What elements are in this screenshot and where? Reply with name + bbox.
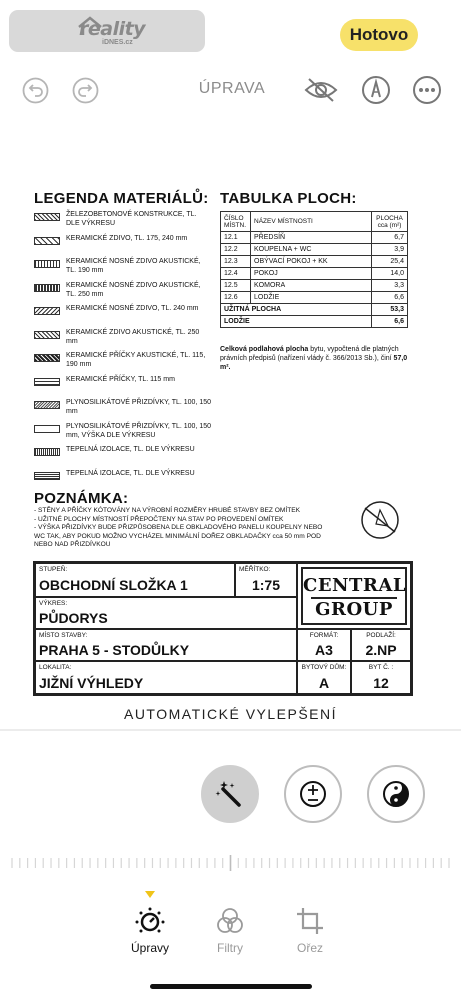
room-name: KOUPELNA + WC <box>251 244 372 256</box>
north-arrow-icon <box>360 500 400 540</box>
format-cell <box>297 629 351 661</box>
locality-value: JIŽNÍ VÝHLEDY <box>39 675 144 691</box>
magic-wand-icon <box>215 779 245 809</box>
room-name: OBÝVACÍ POKOJ + KK <box>251 256 372 268</box>
drawing-cell <box>35 597 297 629</box>
adjustment-slider[interactable] <box>10 855 451 871</box>
room-num: 12.5 <box>221 280 251 292</box>
room-area: 3,3 <box>372 280 408 292</box>
active-adjustment-label: AUTOMATICKÉ VYLEPŠENÍ <box>123 706 338 722</box>
legend-item <box>34 281 211 303</box>
room-num: 12.4 <box>221 268 251 280</box>
divider <box>0 729 461 731</box>
legend-swatch <box>34 284 60 292</box>
room-area: 6,6 <box>372 292 408 304</box>
scale-label: MĚŘÍTKO: <box>239 566 271 573</box>
stage-label: STUPEŇ: <box>39 566 68 573</box>
room-area: 3,9 <box>372 244 408 256</box>
tab-crop-label: Ořez <box>296 941 323 955</box>
undo-icon[interactable] <box>22 77 49 104</box>
usable-value: 53,3 <box>372 304 408 316</box>
redo-icon[interactable] <box>72 77 99 104</box>
drawing-value: PŮDORYS <box>39 610 108 626</box>
legend-swatch <box>34 378 60 386</box>
legend-label: KERAMICKÉ PŘÍČKY, TL. 115 mm <box>66 375 175 383</box>
legend-swatch <box>34 331 60 339</box>
adjust-dial-icon <box>135 906 165 936</box>
legend-item <box>34 469 211 491</box>
table-row <box>221 304 408 316</box>
legend-label: PLYNOSILIKÁTOVÉ PŘIZDÍVKY, TL. 100, 150 mm <box>66 399 211 415</box>
building-label: BYTOVÝ DŮM: <box>301 664 347 671</box>
loggia-label: LODŽIE <box>221 316 372 328</box>
stage-cell <box>35 563 235 597</box>
legend-swatch <box>34 448 60 456</box>
flat-cell <box>351 661 411 694</box>
legend-item <box>34 351 211 373</box>
legend-item <box>34 445 211 467</box>
note-bold: Celková podlahová plocha <box>220 346 309 353</box>
building-value: A <box>318 675 330 691</box>
building-cell <box>297 661 351 694</box>
note-item: - STĚNY A PŘÍČKY KÓTOVÁNY NA VÝROBNÍ ROZMĚRY HRUBÉ STAVBY BEZ OMÍTEK <box>34 507 301 514</box>
notes-title: POZNÁMKA: <box>34 490 129 507</box>
legend-item <box>34 328 211 350</box>
legend-swatch <box>34 260 60 268</box>
place-cell <box>35 629 297 661</box>
legend-item <box>34 398 211 420</box>
exposure-icon <box>298 779 328 809</box>
reality-logo <box>9 10 205 52</box>
place-label: MÍSTO STAVBY: <box>39 632 88 639</box>
table-row <box>221 232 408 244</box>
table-row <box>221 244 408 256</box>
floor-value: 2.NP <box>365 642 397 658</box>
legend-swatch <box>34 237 60 245</box>
table-row <box>221 268 408 280</box>
exposure-button[interactable] <box>284 765 342 823</box>
auto-enhance-button[interactable] <box>201 765 259 823</box>
done-button[interactable]: Hotovo <box>340 19 418 51</box>
room-name: POKOJ <box>251 268 372 280</box>
format-value: A3 <box>315 642 333 658</box>
note-item: - VÝŠKA PŘIZDÍVKY BUDE PŘIZPŮSOBENA DLE OBKLADOVÉHO PANELU KOUPELNY NEBO WC TAK, ABY POKUD MOŽNO VYCHÁZEL MINIMÁLNÍ DOŘEZ OBKLADAČKY cca 50 mm POD NEBO NAD PŘIZDÍVKOU <box>34 524 323 548</box>
drawing-label: VÝKRES: <box>39 600 68 607</box>
tab-crop[interactable] <box>270 906 350 955</box>
legend-swatch <box>34 472 60 480</box>
legend-title: LEGENDA MATERIÁLŮ: <box>34 190 209 207</box>
locality-label: LOKALITA: <box>39 664 72 671</box>
col-num-header: ČÍSLO MÍSTN. <box>221 212 251 232</box>
crop-icon <box>295 906 325 936</box>
table-row <box>221 292 408 304</box>
flat-value: 12 <box>373 675 389 691</box>
legend-swatch <box>34 354 60 362</box>
room-area: 6,7 <box>372 232 408 244</box>
legend-label: TEPELNÁ IZOLACE, TL. DLE VÝKRESU <box>66 469 195 477</box>
legend-swatch <box>34 213 60 221</box>
area-table-title: TABULKA PLOCH: <box>220 190 357 207</box>
format-label: FORMÁT: <box>309 632 339 639</box>
logo-subtext: iDNES.cz <box>102 39 133 46</box>
legend-item <box>34 234 211 256</box>
legend-label: KERAMICKÉ ZDIVO, TL. 175, 240 mm <box>66 234 188 242</box>
tab-adjust-label: Úpravy <box>130 941 169 955</box>
legend-label: KERAMICKÉ NOSNÉ ZDIVO, TL. 240 mm <box>66 305 199 312</box>
place-value: PRAHA 5 - STODŮLKY <box>39 642 190 658</box>
brand-line1: CENTRAL <box>303 575 406 596</box>
legend-item <box>34 375 211 397</box>
room-name: KOMORA <box>251 280 372 292</box>
room-num: 12.2 <box>221 244 251 256</box>
notes-list <box>34 507 334 550</box>
floor-cell <box>351 629 411 661</box>
usable-label: UŽITNÁ PLOCHA <box>221 304 372 316</box>
table-row <box>221 316 408 328</box>
hide-eye-icon[interactable] <box>304 77 338 103</box>
locality-cell <box>35 661 297 694</box>
scale-value: 1:75 <box>251 577 281 593</box>
active-tab-indicator-icon <box>145 891 155 899</box>
legend-swatch <box>34 425 60 433</box>
markup-pen-icon[interactable] <box>361 75 391 105</box>
tab-adjust[interactable] <box>110 906 190 955</box>
stage-value: OBCHODNÍ SLOŽKA 1 <box>39 577 188 593</box>
filters-icon <box>215 906 245 936</box>
table-row <box>221 280 408 292</box>
legend-item <box>34 210 211 232</box>
note-text: bytu, vypočtená dle platných právních předpisů (nařízení vlády č. 366/2013 Sb.), činí <box>220 346 399 362</box>
room-area: 14,0 <box>372 268 408 280</box>
note-item: - UŽITNÉ PLOCHY MÍSTNOSTÍ PŘEPOČTENY NA STAV PO PROVEDENÍ OMÍTEK <box>34 515 284 523</box>
room-num: 12.3 <box>221 256 251 268</box>
legend-label: PLYNOSILIKÁTOVÉ PŘIZDÍVKY, TL. 100, 150 mm, VÝŠKA DLE VÝKRESU <box>66 422 211 439</box>
area-table <box>220 211 408 328</box>
legend-label: KERAMICKÉ PŘÍČKY AKUSTICKÉ, TL. 115, 190 mm <box>66 352 206 368</box>
legend-swatch <box>34 307 60 315</box>
flat-label: BYT Č. : <box>368 664 394 671</box>
legend-label: KERAMICKÉ NOSNÉ ZDIVO AKUSTICKÉ, TL. 190 mm <box>66 258 201 274</box>
legend-item <box>34 257 211 279</box>
room-area: 25,4 <box>372 256 408 268</box>
col-area-header: PLOCHA cca (m²) <box>372 212 408 232</box>
home-indicator <box>150 984 312 989</box>
note-value: 57,0 m². <box>220 355 408 371</box>
legend-label: KERAMICKÉ ZDIVO AKUSTICKÉ, TL. 250 mm <box>66 328 200 345</box>
title-block <box>33 561 413 696</box>
legend-label: KERAMICKÉ NOSNÉ ZDIVO AKUSTICKÉ, TL. 250 mm <box>66 281 201 298</box>
room-name: PŘEDSÍŇ <box>251 232 372 244</box>
legend-label: TEPELNÁ IZOLACE, TL. DLE VÝKRESU <box>66 446 195 453</box>
room-name: LODŽIE <box>251 292 372 304</box>
table-row <box>221 256 408 268</box>
edit-title: ÚPRAVA <box>198 80 266 97</box>
central-group-logo <box>301 567 407 625</box>
more-icon[interactable] <box>412 75 442 105</box>
floor-area-note <box>220 345 415 372</box>
tab-filters-label: Filtry <box>217 941 243 955</box>
brand-line2: GROUP <box>311 597 397 621</box>
legend-item <box>34 304 211 326</box>
legend-swatch <box>34 401 60 409</box>
area-table-body <box>221 232 408 304</box>
scale-cell <box>235 563 297 597</box>
brilliance-button[interactable] <box>367 765 425 823</box>
room-num: 12.6 <box>221 292 251 304</box>
loggia-value: 6,6 <box>372 316 408 328</box>
room-num: 12.1 <box>221 232 251 244</box>
col-name-header: NÁZEV MÍSTNOSTI <box>251 212 372 232</box>
logo-text: reality <box>79 18 146 40</box>
floor-label: PODLAŽÍ: <box>366 632 396 639</box>
brilliance-icon <box>381 779 411 809</box>
tab-filters[interactable] <box>190 906 270 955</box>
legend-label: ŽELEZOBETONOVÉ KONSTRUKCE, TL. DLE VÝKRESU <box>66 211 197 227</box>
legend-item <box>34 422 211 444</box>
